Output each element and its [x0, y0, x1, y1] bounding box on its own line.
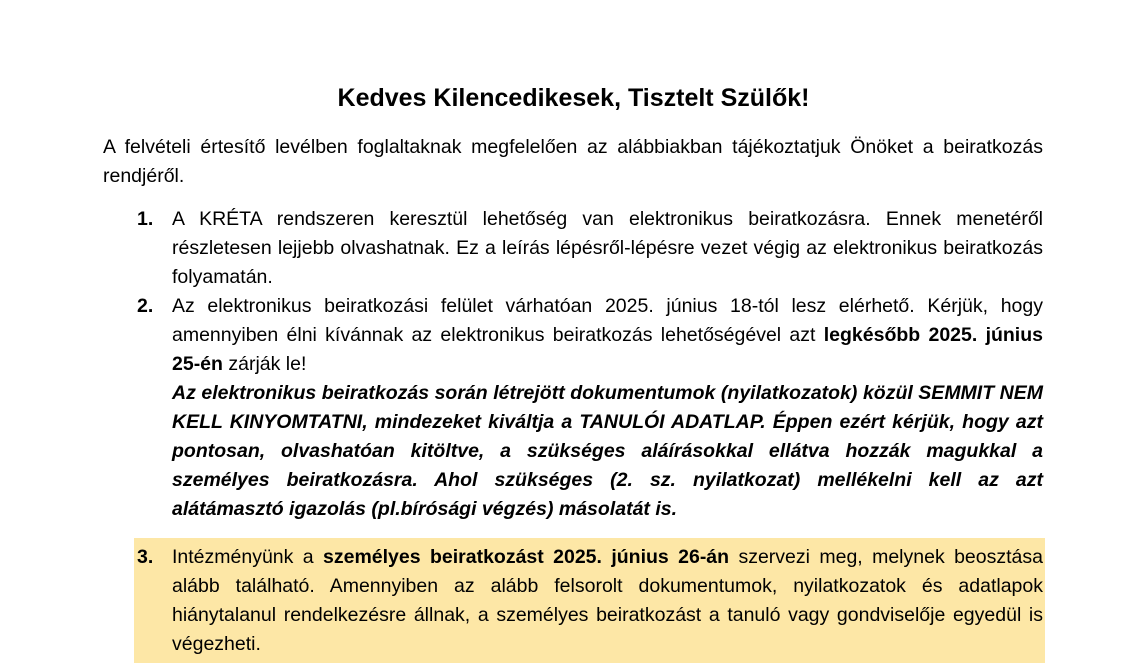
text-segment: Az elektronikus beiratkozási felület várhatóan 2025. június 18-tól lesz elérhető. Kérjük, hogy amennyiben élni kívánnak az elektronikus beiratkozás lehetőségével azt — [172, 295, 1043, 346]
list-item-3-highlighted — [134, 538, 1045, 663]
list-item-2 — [0, 292, 1147, 524]
text-segment: szervezi meg, melynek beosztása alább található. Amennyiben az alább felsorolt dokumentumok, nyilatkozatok és adatlapok hiánytalanul rendelkezésre állnak, a személyes beiratkozást a tanuló vagy gondviselője egyedül is végezheti. — [172, 546, 1043, 655]
list-item-body — [172, 205, 1043, 292]
list-item-body — [172, 543, 1043, 659]
page-title: Kedves Kilencedikesek, Tisztelt Szülők! — [337, 84, 810, 112]
text-segment: zárják le! — [222, 353, 307, 375]
numbered-list — [0, 205, 1147, 663]
list-item-text — [172, 292, 1043, 379]
list-item-1 — [0, 205, 1147, 292]
date-bold-text: személyes beiratkozást 2025. június 26-án — [323, 546, 730, 568]
list-item-text: A KRÉTA rendszeren keresztül lehetőség van elektronikus beiratkozásra. Ennek menetéről részletesen lejjebb olvashatnak. Ez a leírás lépésről-lépésre vezet végig az elektronikus beiratkozás folyamatán. — [172, 208, 1043, 288]
list-item-body — [172, 292, 1043, 524]
emphasis-paragraph: Az elektronikus beiratkozás során létrejött dokumentumok (nyilatkozatok) közül SEMMIT NEM KELL KINYOMTATNI, mindezeket kiváltja a TANULÓI ADATLAP. Éppen ezért kérjük, hogy azt pontosan, olvashatóan kitöltve, a szükséges aláírásokkal ellátva hozzák magukkal a személyes beiratkozásra. Ahol szükséges (2. sz. nyilatkozat) mellékelni kell az azt alátámasztó igazolás (pl.bírósági végzés) másolatát is. — [172, 382, 1043, 520]
spacer — [0, 524, 1147, 538]
intro-paragraph: A felvételi értesítő levélben foglaltaknak megfelelően az alábbiakban tájékoztatjuk Önöket a beiratkozás rendjéről. — [103, 136, 1043, 187]
list-number: 3. — [137, 546, 154, 568]
list-item-text — [172, 543, 1043, 659]
list-number: 1. — [137, 208, 154, 230]
text-segment: Intézményünk a — [172, 546, 324, 568]
list-number: 2. — [137, 295, 154, 317]
deadline-bold-text: legkésőbb 2025. június 25-én — [172, 324, 1043, 375]
